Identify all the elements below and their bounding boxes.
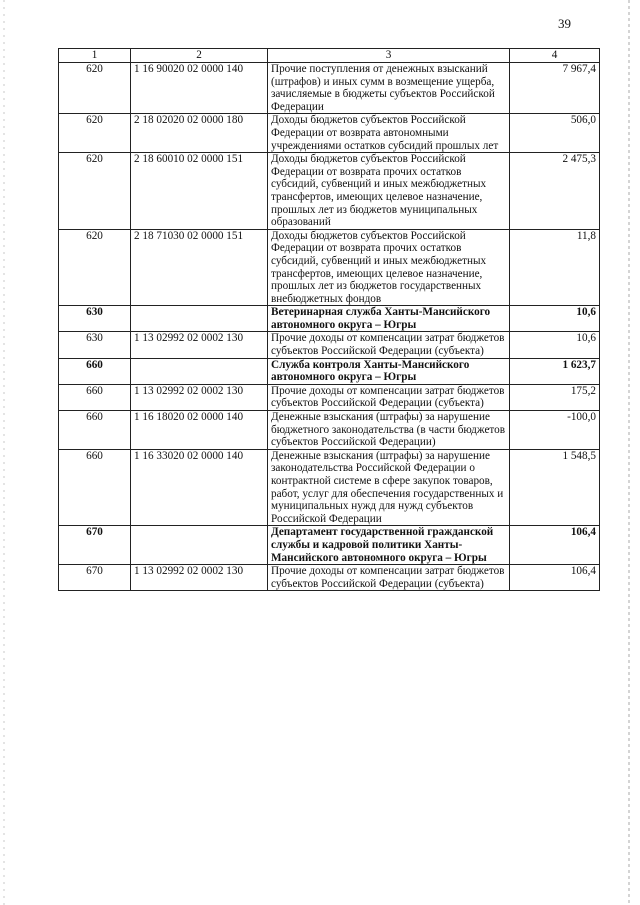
- revenue-table: [58, 48, 600, 591]
- income-name-cell: Доходы бюджетов субъектов Российской Федерации от возврата прочих остатков субсидий, субвенций и иных межбюджетных трансфертов, имеющих целевое назначение, прошлых лет из бюджетов муниципальных образований: [268, 153, 510, 230]
- income-name-cell: Денежные взыскания (штрафы) за нарушение законодательства Российской Федерации о контрактной системе в сфере закупок товаров, работ, услуг для обеспечения государственных и муниципальных нужд для нужд субъектов Российской Федерации: [268, 449, 510, 526]
- table-row: [59, 358, 600, 384]
- table-row: [59, 449, 600, 526]
- table-row: [59, 153, 600, 230]
- page-number: 39: [558, 16, 571, 31]
- amount-cell: 106,4: [510, 565, 600, 591]
- header-col-3: 3: [268, 49, 510, 63]
- income-name-cell: Прочие доходы от компенсации затрат бюджетов субъектов Российской Федерации (субъекта): [268, 565, 510, 591]
- budget-code-cell: [131, 526, 268, 565]
- admin-code-cell: 620: [59, 229, 131, 306]
- budget-code-cell: 2 18 60010 02 0000 151: [131, 153, 268, 230]
- budget-code-cell: 1 13 02992 02 0002 130: [131, 384, 268, 410]
- income-name-cell: Департамент государственной гражданской службы и кадровой политики Ханты-Мансийского автономного округа – Югры: [268, 526, 510, 565]
- budget-code-cell: 1 16 90020 02 0000 140: [131, 63, 268, 114]
- table-row: [59, 384, 600, 410]
- income-name-cell: Доходы бюджетов субъектов Российской Федерации от возврата прочих остатков субсидий, субвенций и иных межбюджетных трансфертов, имеющих целевое назначение, прошлых лет из бюджетов государственных внебюджетных фондов: [268, 229, 510, 306]
- admin-code-cell: 660: [59, 449, 131, 526]
- income-name-cell: Прочие доходы от компенсации затрат бюджетов субъектов Российской Федерации (субъекта): [268, 384, 510, 410]
- budget-code-cell: 1 16 33020 02 0000 140: [131, 449, 268, 526]
- amount-cell: 2 475,3: [510, 153, 600, 230]
- admin-code-cell: 670: [59, 565, 131, 591]
- header-col-4: 4: [510, 49, 600, 63]
- admin-code-cell: 620: [59, 153, 131, 230]
- admin-code-cell: 670: [59, 526, 131, 565]
- budget-code-cell: [131, 306, 268, 332]
- table-row: [59, 332, 600, 358]
- amount-cell: 1 623,7: [510, 358, 600, 384]
- budget-code-cell: 1 13 02992 02 0002 130: [131, 332, 268, 358]
- budget-code-cell: 2 18 02020 02 0000 180: [131, 114, 268, 153]
- amount-cell: 10,6: [510, 332, 600, 358]
- amount-cell: 175,2: [510, 384, 600, 410]
- table-row: [59, 411, 600, 450]
- income-name-cell: Доходы бюджетов субъектов Российской Федерации от возврата автономными учреждениями остатков субсидий прошлых лет: [268, 114, 510, 153]
- amount-cell: -100,0: [510, 411, 600, 450]
- scan-edge-left: [3, 0, 5, 905]
- income-name-cell: Ветеринарная служба Ханты-Мансийского автономного округа – Югры: [268, 306, 510, 332]
- budget-code-cell: 1 16 18020 02 0000 140: [131, 411, 268, 450]
- table-row: [59, 63, 600, 114]
- admin-code-cell: 660: [59, 384, 131, 410]
- amount-cell: 106,4: [510, 526, 600, 565]
- amount-cell: 10,6: [510, 306, 600, 332]
- admin-code-cell: 620: [59, 114, 131, 153]
- budget-code-cell: 1 13 02992 02 0002 130: [131, 565, 268, 591]
- admin-code-cell: 660: [59, 358, 131, 384]
- budget-code-cell: 2 18 71030 02 0000 151: [131, 229, 268, 306]
- amount-cell: 506,0: [510, 114, 600, 153]
- income-name-cell: Прочие поступления от денежных взысканий (штрафов) и иных сумм в возмещение ущерба, зачисляемые в бюджеты субъектов Российской Федерации: [268, 63, 510, 114]
- admin-code-cell: 660: [59, 411, 131, 450]
- table-row: [59, 526, 600, 565]
- table-row: [59, 114, 600, 153]
- scan-edge-right: [628, 0, 630, 905]
- budget-code-cell: [131, 358, 268, 384]
- admin-code-cell: 630: [59, 332, 131, 358]
- header-col-1: 1: [59, 49, 131, 63]
- amount-cell: 7 967,4: [510, 63, 600, 114]
- admin-code-cell: 630: [59, 306, 131, 332]
- table-row: [59, 565, 600, 591]
- admin-code-cell: 620: [59, 63, 131, 114]
- income-name-cell: Прочие доходы от компенсации затрат бюджетов субъектов Российской Федерации (субъекта): [268, 332, 510, 358]
- table-row: [59, 306, 600, 332]
- income-name-cell: Служба контроля Ханты-Мансийского автономного округа – Югры: [268, 358, 510, 384]
- income-name-cell: Денежные взыскания (штрафы) за нарушение бюджетного законодательства (в части бюджетов субъектов Российской Федерации): [268, 411, 510, 450]
- amount-cell: 1 548,5: [510, 449, 600, 526]
- amount-cell: 11,8: [510, 229, 600, 306]
- header-row: [59, 49, 600, 63]
- table-row: [59, 229, 600, 306]
- header-col-2: 2: [131, 49, 268, 63]
